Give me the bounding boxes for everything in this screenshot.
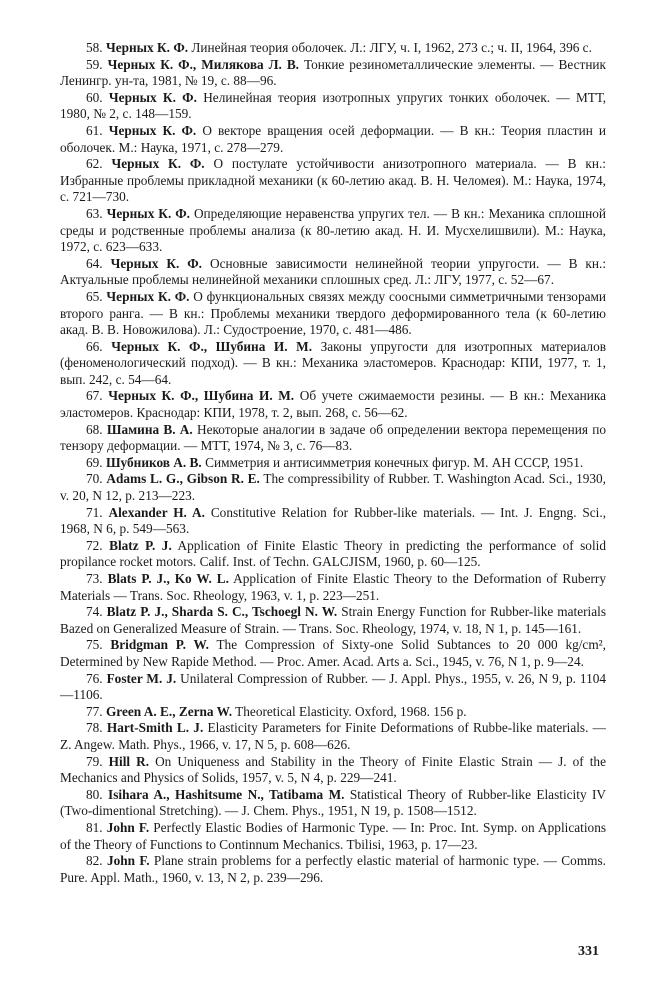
- reference-number: 60.: [86, 89, 103, 105]
- reference-authors: Hill R.: [108, 753, 150, 769]
- reference-authors: Blatz P. J., Sharda S. C., Tschoegl N. W.: [106, 604, 338, 620]
- reference-text: Statistical Theory of Rubber-like Elasticity IV (Two-dimentional Stretching). — J. Chem. Phys., 1951, N 19, p. 1508—1512.: [60, 786, 607, 819]
- reference-entry: [60, 123, 606, 156]
- reference-text: Unilateral Compression of Rubber. — J. Appl. Phys., 1955, v. 26, N 9, p. 1104—1106.: [60, 670, 607, 703]
- reference-entry: [60, 820, 606, 853]
- reference-entry: [60, 388, 606, 421]
- reference-text: Некоторые аналогии в задаче об определении вектора перемещения по тензору деформации. — МТТ, 1974, № 3, с. 76—83.: [60, 421, 606, 454]
- reference-number: 75.: [86, 637, 103, 653]
- reference-authors: Шамина В. А.: [106, 421, 193, 437]
- reference-text: Линейная теория оболочек. Л.: ЛГУ, ч. I, 1962, 273 с.; ч. II, 1964, 396 с.: [191, 40, 592, 55]
- reference-text: Perfectly Elastic Bodies of Harmonic Type. — In: Proc. Int. Symp. on Applications of the Theory of Functions to Continnum Mechanics. Tbilisi, 1963, p. 17—23.: [60, 819, 607, 852]
- page-number: 331: [578, 944, 599, 959]
- reference-text: Elasticity Parameters for Finite Deformations of Rubbe-like materials. — Z. Angew. Math. Phys., 1966, v. 17, N 5, p. 608—626.: [60, 720, 606, 752]
- reference-authors: Черных К. Ф.: [111, 156, 205, 172]
- reference-text: The compressibility of Rubber. T. Washington Acad. Sci., 1930, v. 20, N 12, p. 213—223.: [60, 471, 606, 504]
- reference-entry: [60, 471, 606, 504]
- reference-authors: Черных К. Ф., Милякова Л. В.: [107, 56, 300, 72]
- reference-entry: [60, 40, 606, 57]
- reference-text: Основные зависимости нелинейной теории упругости. — В кн.: Актуальные проблемы нелинейной механики сплошных сред. Л.: ЛГУ, 1977, с. 52—67.: [60, 255, 607, 288]
- reference-number: 59.: [86, 56, 103, 72]
- reference-number: 69.: [86, 454, 103, 470]
- reference-text: О постулате устойчивости анизотропного материала. — В кн.: Избранные проблемы прикладной механики (к 60-летию акад. В. Н. Челомея). М.: Наука, 1974, с. 721—730.: [60, 156, 606, 205]
- reference-authors: Bridgman P. W.: [110, 637, 209, 653]
- reference-number: 68.: [86, 421, 103, 437]
- reference-entry: [60, 505, 606, 538]
- reference-number: 80.: [86, 786, 103, 802]
- reference-number: 58.: [86, 40, 103, 55]
- reference-authors: Alexander H. A.: [108, 504, 205, 520]
- reference-authors: Черных К. Ф.: [106, 205, 190, 221]
- reference-number: 82.: [86, 853, 103, 869]
- reference-number: 66.: [86, 338, 103, 354]
- reference-entry: [60, 671, 606, 704]
- reference-entry: [60, 787, 606, 820]
- reference-authors: Isihara A., Hashitsume N., Tatibama M.: [108, 786, 345, 802]
- reference-number: 79.: [86, 753, 103, 769]
- reference-authors: Blats P. J., Ko W. L.: [107, 571, 229, 586]
- reference-entry: [60, 853, 606, 886]
- reference-entry: [60, 604, 606, 637]
- reference-entry: [60, 339, 606, 389]
- reference-entry: [60, 538, 606, 571]
- reference-number: 81.: [86, 819, 103, 835]
- reference-authors: Шубников А. В.: [105, 454, 202, 470]
- reference-text: Об учете сжимаемости резины. — В кн.: Механика эластомеров. Краснодар: КПИ, 1978, т. 2, вып. 268, с. 56—62.: [60, 388, 607, 421]
- reference-text: Application of Finite Elastic Theory to the Deformation of Ruberry Materials — Trans. Soc. Rheology, 1963, v. 1, p. 223—251.: [60, 571, 606, 603]
- reference-text: О функциональных связях между соосными симметричными тензорами второго ранга. — В кн.: Проблемы механики твердого деформированного тела (к 60-летию акад. В. В. Новожилова). Л.: Судостроение, 1970, с. 481—486.: [60, 288, 607, 338]
- reference-number: 64.: [86, 255, 103, 271]
- reference-text: Theoretical Elasticity. Oxford, 1968. 156 p.: [235, 703, 467, 719]
- reference-authors: Hart-Smith L. J.: [106, 720, 204, 736]
- reference-text: Constitutive Relation for Rubber-like materials. — Int. J. Engng. Sci., 1968, N 6, p. 549—563.: [60, 504, 607, 537]
- reference-authors: Черных К. Ф.: [110, 255, 203, 271]
- reference-text: The Compression of Sixty-one Solid Subtances to 20 000 kg/cm², Determined by New Rapide Method. — Proc. Amer. Acad. Arts a. Sci., 1945, v. 76, N 1, p. 9—24.: [60, 637, 606, 669]
- reference-text: Тонкие резинометаллические элементы. — Вестник Ленингр. ун-та, 1981, № 19, с. 88—96.: [60, 56, 607, 89]
- reference-entry: [60, 422, 606, 455]
- reference-authors: Черных К. Ф.: [105, 40, 189, 55]
- reference-number: 63.: [86, 205, 103, 221]
- reference-entry: [60, 156, 606, 206]
- reference-text: Нелинейная теория изотропных упругих тонких оболочек. — МТТ, 1980, № 2, с. 148—159.: [60, 89, 607, 122]
- reference-number: 62.: [86, 156, 103, 172]
- reference-text: Симметрия и антисимметрия конечных фигур. М. АН СССР, 1951.: [205, 454, 584, 470]
- reference-entry: [60, 637, 606, 670]
- reference-entry: [60, 57, 606, 90]
- reference-number: 74.: [86, 604, 103, 620]
- reference-authors: Blatz P. J.: [109, 537, 172, 553]
- reference-text: On Uniqueness and Stability in the Theory of Finite Elastic Strain — J. of the Mechanics and Physics of Solids, 1957, v. 5, N 4, p. 229—241.: [60, 753, 606, 786]
- reference-number: 73.: [86, 571, 103, 586]
- reference-number: 70.: [86, 471, 103, 487]
- reference-authors: Черных К. Ф., Шубина И. М.: [108, 388, 295, 404]
- reference-text: Законы упругости для изотропных материалов (феноменологический подход). — В кн.: Механика эластомеров. Краснодар: КПИ, 1977, т. 1, вып. 242, с. 54—64.: [60, 338, 606, 387]
- reference-authors: Adams L. G., Gibson R. E.: [106, 471, 260, 487]
- reference-number: 72.: [86, 537, 103, 553]
- reference-text: Application of Finite Elastic Theory in predicting the performance of solid propilance rocket motors. Calif. Inst. of Techn. GALCJISM, 1960, p. 60—125.: [60, 537, 606, 570]
- reference-number: 67.: [86, 388, 103, 404]
- reference-authors: Foster M. J.: [106, 670, 177, 686]
- reference-entry: [60, 754, 606, 787]
- reference-authors: Черных К. Ф., Шубина И. М.: [111, 338, 313, 354]
- reference-number: 65.: [86, 288, 103, 304]
- reference-authors: Green A. E., Zerna W.: [105, 703, 233, 719]
- reference-authors: Черных К. Ф.: [106, 288, 190, 304]
- reference-number: 77.: [86, 703, 103, 719]
- reference-authors: John F.: [106, 819, 150, 835]
- reference-entry: [60, 256, 606, 289]
- reference-entry: [60, 571, 606, 604]
- reference-entry: [60, 455, 606, 472]
- reference-text: Определяющие неравенства упругих тел. — В кн.: Механика сплошной среды и родственные проблемы анализа (к 80-летию акад. Н. И. Мусхелишвили). М.: Наука, 1972, с. 623—633.: [60, 205, 606, 255]
- reference-number: 61.: [86, 122, 103, 138]
- reference-number: 76.: [86, 670, 103, 686]
- reference-authors: John F.: [106, 853, 150, 869]
- reference-entry: [60, 720, 606, 753]
- reference-entry: [60, 90, 606, 123]
- reference-number: 78.: [86, 720, 103, 736]
- reference-number: 71.: [86, 504, 103, 520]
- reference-text: Plane strain problems for a perfectly elastic material of harmonic type. — Comms. Pure. Appl. Math., 1960, v. 13, N 2, p. 239—296.: [60, 853, 607, 885]
- reference-entry: [60, 704, 606, 721]
- reference-text: О векторе вращения осей деформации. — В кн.: Теория пластин и оболочек. М.: Наука, 1971, с. 278—279.: [60, 122, 607, 155]
- reference-list: [60, 40, 606, 886]
- reference-entry: [60, 206, 606, 256]
- reference-authors: Черных К. Ф.: [108, 122, 197, 138]
- reference-entry: [60, 289, 606, 339]
- reference-authors: Черных К. Ф.: [108, 89, 197, 105]
- reference-text: Strain Energy Function for Rubber-like materials Bazed on Generalized Measure of Strain. — Trans. Soc. Rheology, 1974, v. 18, N 1, p. 145—161.: [60, 604, 606, 636]
